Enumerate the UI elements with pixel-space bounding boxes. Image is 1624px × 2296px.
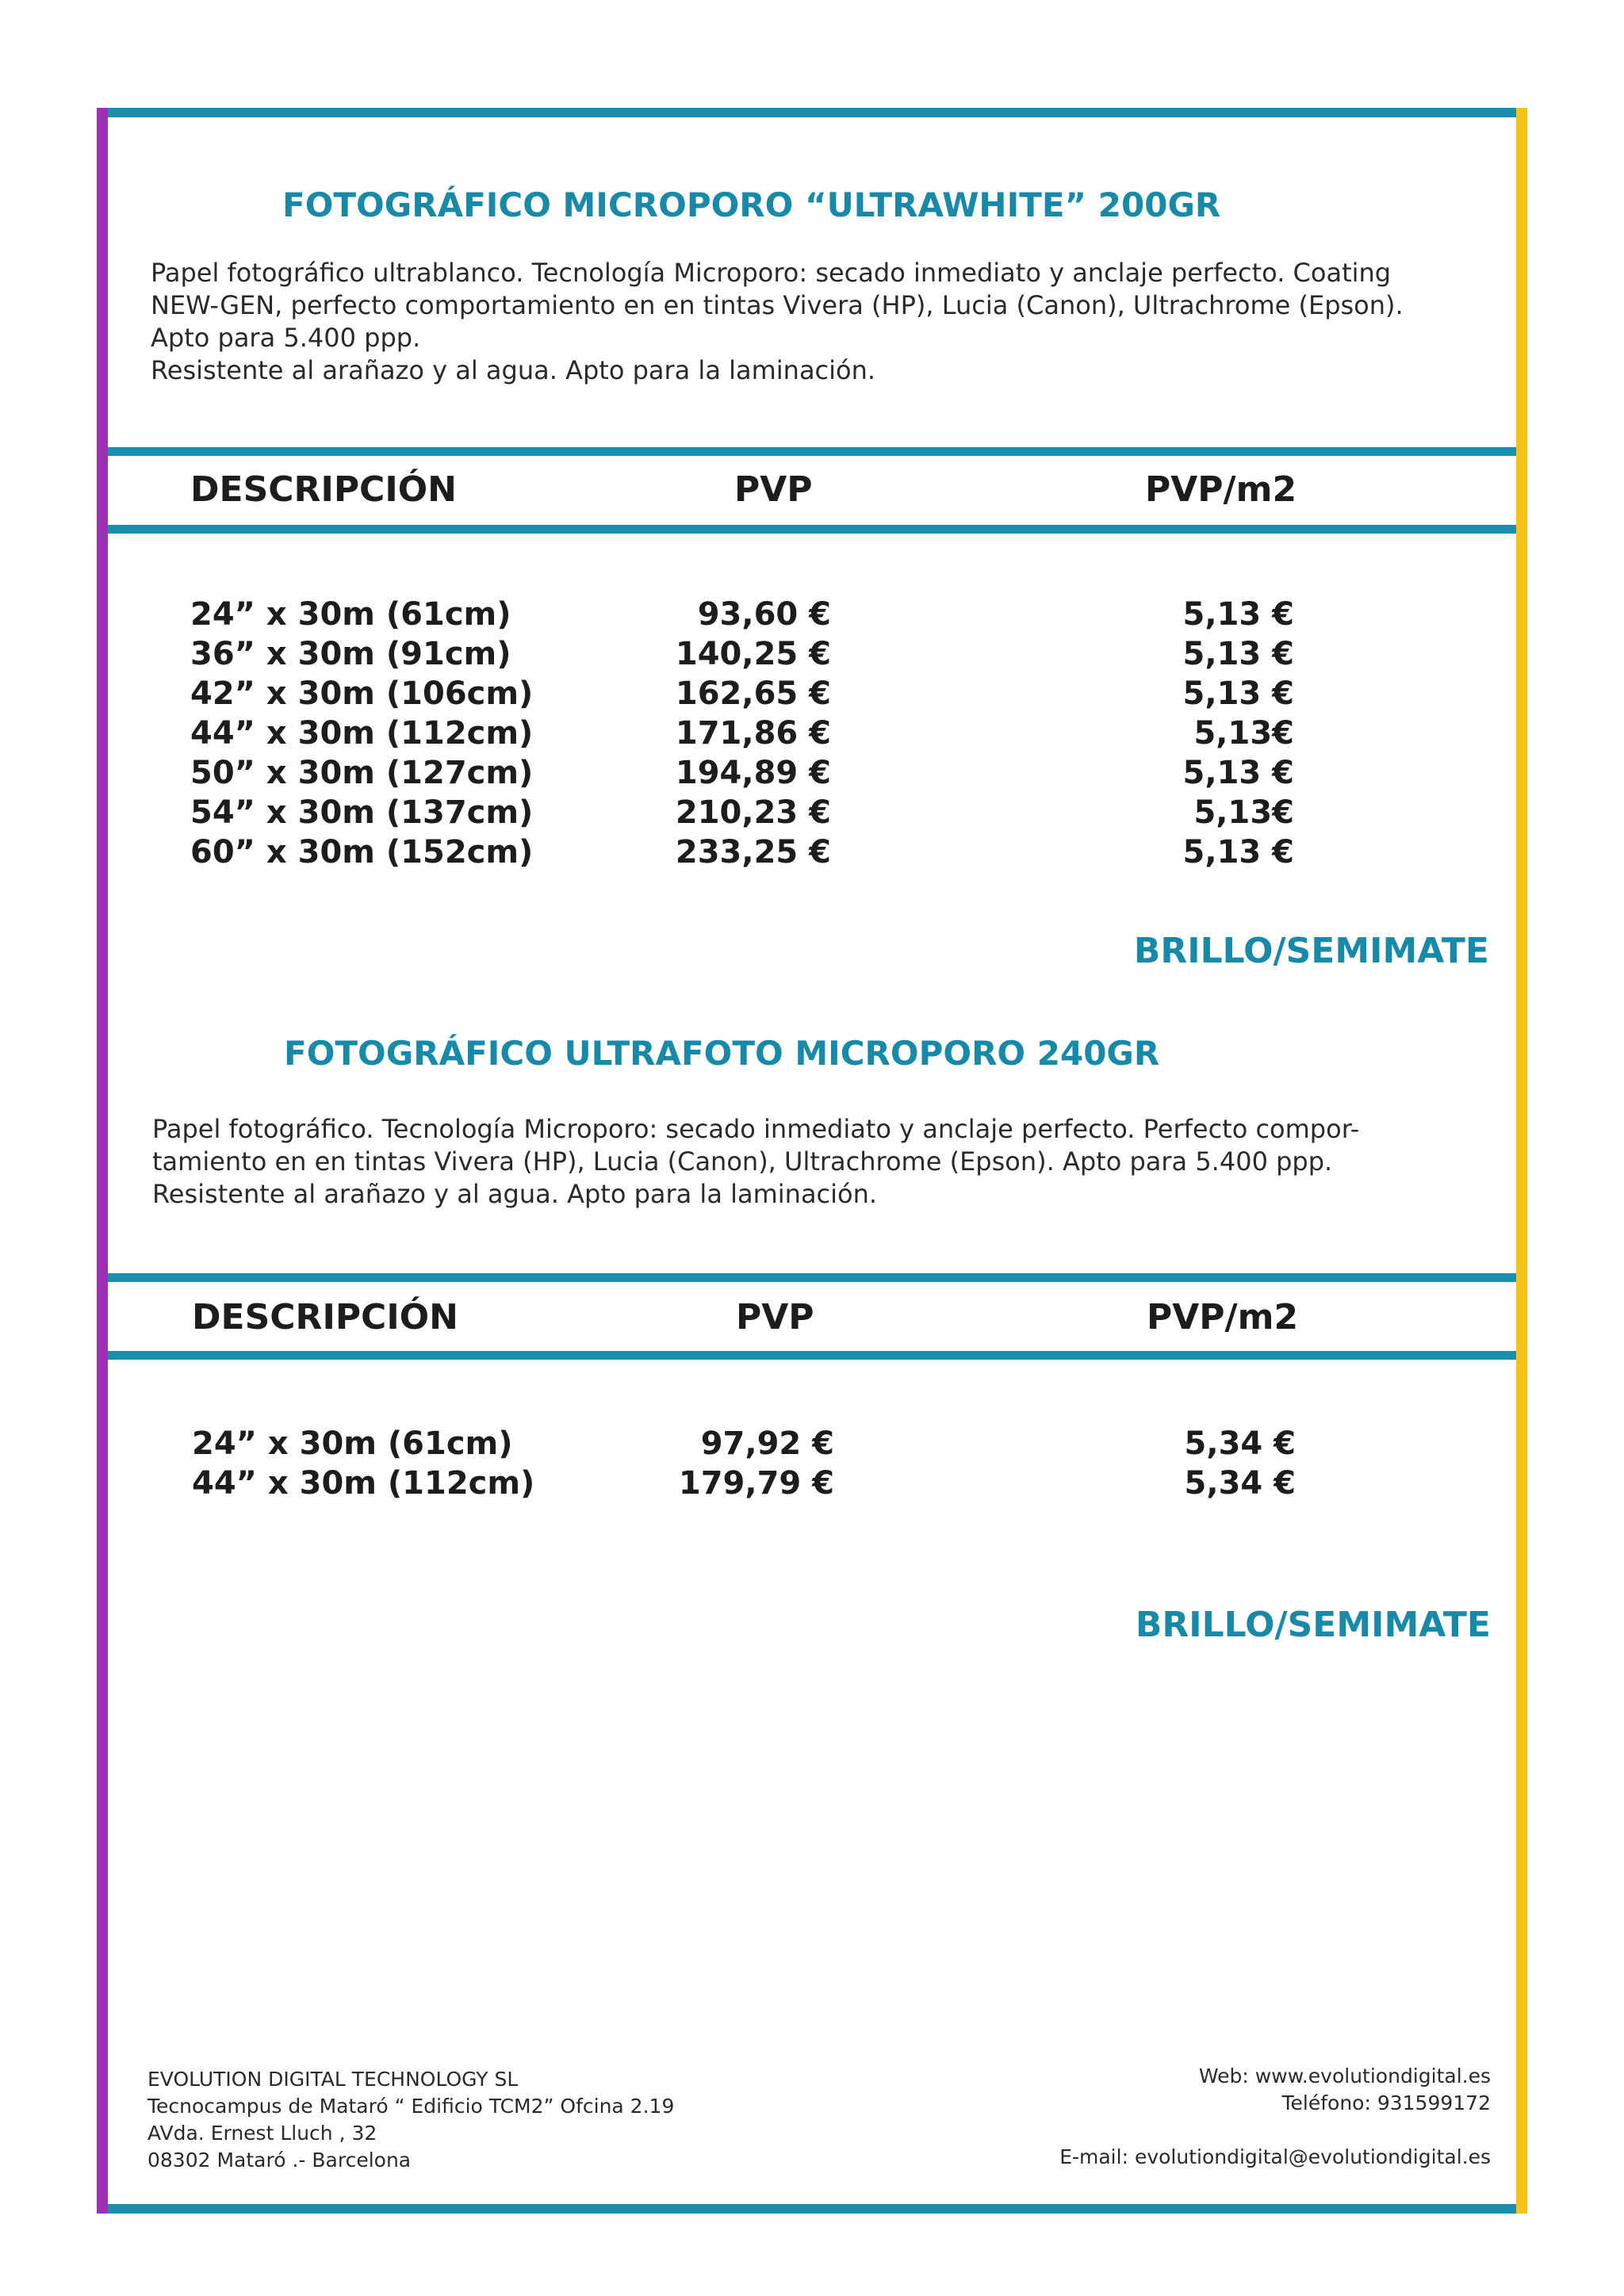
table-cell-description: 42” x 30m (106cm) [190,675,534,712]
table-cell-pvp: 233,25 € [675,834,831,871]
footer-address-line: Tecnocampus de Mataró “ Edificio TCM2” Ofcina 2.19 [147,2095,675,2118]
table-cell-pvp-m2: 5,13 € [1182,596,1294,633]
section2-header-pvp: PVP [736,1297,814,1337]
footer-company-info [147,2066,674,2174]
section1-pvp-m2-column [1056,595,1294,872]
section1-desc-column [190,595,533,872]
section1-pvp-column [593,595,831,872]
table-cell-pvp-m2: 5,13 € [1182,834,1294,871]
footer-spacer [777,2117,1491,2144]
table-cell-pvp-m2: 5,34 € [1184,1465,1296,1502]
section2-desc-line: Papel fotográfico. Tecnología Microporo: secado inmediato y anclaje perfecto. Perfecto compor- [152,1114,1360,1144]
table-cell-pvp: 93,60 € [697,596,831,633]
table-cell-pvp: 97,92 € [700,1425,834,1462]
table-cell-pvp-m2: 5,13 € [1182,636,1294,672]
table-cell-pvp-m2: 5,13 € [1182,675,1294,712]
table-cell-pvp-m2: 5,34 € [1184,1425,1296,1462]
table-cell-pvp-m2: 5,13 € [1182,755,1294,791]
section1-desc-line: Papel fotográfico ultrablanco. Tecnología Microporo: secado inmediato y anclaje perfecto. Coating [151,258,1392,288]
table-cell-description: 24” x 30m (61cm) [192,1425,513,1462]
section2-title: FOTOGRÁFICO ULTRAFOTO MICROPORO 240GR [284,1034,1160,1073]
section2-header-rule-bottom [108,1351,1516,1360]
section2-header-rule-top [108,1273,1516,1282]
section1-desc-line: NEW-GEN, perfecto comportamiento en en tintas Vivera (HP), Lucia (Canon), Ultrachrome (Epson). [151,290,1404,320]
table-cell-description: 24” x 30m (61cm) [190,596,511,633]
table-cell-pvp-m2: 5,13€ [1193,794,1294,831]
footer-phone: Teléfono: 931599172 [1281,2091,1491,2114]
table-cell-pvp: 179,79 € [678,1465,834,1502]
section2-pvp-column [596,1424,834,1503]
section1-header-pvp: PVP [734,469,813,510]
frame-bottom-border [97,2204,1527,2214]
frame-left-border [97,108,108,2214]
section1-header-rule-top [108,447,1516,456]
table-cell-pvp-m2: 5,13€ [1193,715,1294,752]
footer-email-link[interactable]: E-mail: evolutiondigital@evolutiondigital.es [1059,2145,1491,2168]
footer-company-name: EVOLUTION DIGITAL TECHNOLOGY SL [147,2068,519,2091]
section2-header-pvp-m2: PVP/m2 [1147,1297,1299,1337]
section1-description [151,257,1404,387]
section1-desc-line: Apto para 5.400 ppp. [151,323,421,353]
section1-finish-label: BRILLO/SEMIMATE [1133,931,1489,971]
footer-address-line: 08302 Mataró .- Barcelona [147,2149,412,2172]
table-cell-description: 50” x 30m (127cm) [190,755,534,791]
section2-header-description: DESCRIPCIÓN [192,1297,458,1337]
table-cell-pvp: 171,86 € [675,715,831,752]
section2-desc-line: tamiento en en tintas Vivera (HP), Lucia (Canon), Ultrachrome (Epson). Apto para 5.400 ppp. [152,1146,1333,1177]
section1-title: FOTOGRÁFICO MICROPORO “ULTRAWHITE” 200GR [282,186,1221,224]
section1-header-rule-bottom [108,525,1516,534]
table-cell-pvp: 210,23 € [675,794,831,831]
footer-web-link[interactable]: Web: www.evolutiondigital.es [1198,2064,1491,2087]
section2-finish-label: BRILLO/SEMIMATE [1135,1605,1491,1645]
table-cell-description: 44” x 30m (112cm) [192,1465,535,1502]
section1-header-pvp-m2: PVP/m2 [1145,469,1297,510]
table-cell-description: 54” x 30m (137cm) [190,794,534,831]
frame-top-border [97,108,1527,117]
section2-desc-line: Resistente al arañazo y al agua. Apto para la laminación. [152,1179,878,1209]
frame-right-border [1516,108,1527,2214]
table-cell-pvp: 140,25 € [675,636,831,672]
table-cell-description: 44” x 30m (112cm) [190,715,534,752]
section2-pvp-m2-column [1058,1424,1296,1503]
section2-description [152,1113,1359,1211]
table-cell-pvp: 162,65 € [675,675,831,712]
footer-contact-info [777,2063,1491,2171]
section1-desc-line: Resistente al arañazo y al agua. Apto para la laminación. [151,355,876,385]
section2-desc-column [192,1424,534,1503]
table-cell-description: 36” x 30m (91cm) [190,636,511,672]
section1-header-description: DESCRIPCIÓN [190,469,457,510]
table-cell-description: 60” x 30m (152cm) [190,834,534,871]
footer-address-line: AVda. Ernest Lluch , 32 [147,2122,377,2145]
table-cell-pvp: 194,89 € [675,755,831,791]
